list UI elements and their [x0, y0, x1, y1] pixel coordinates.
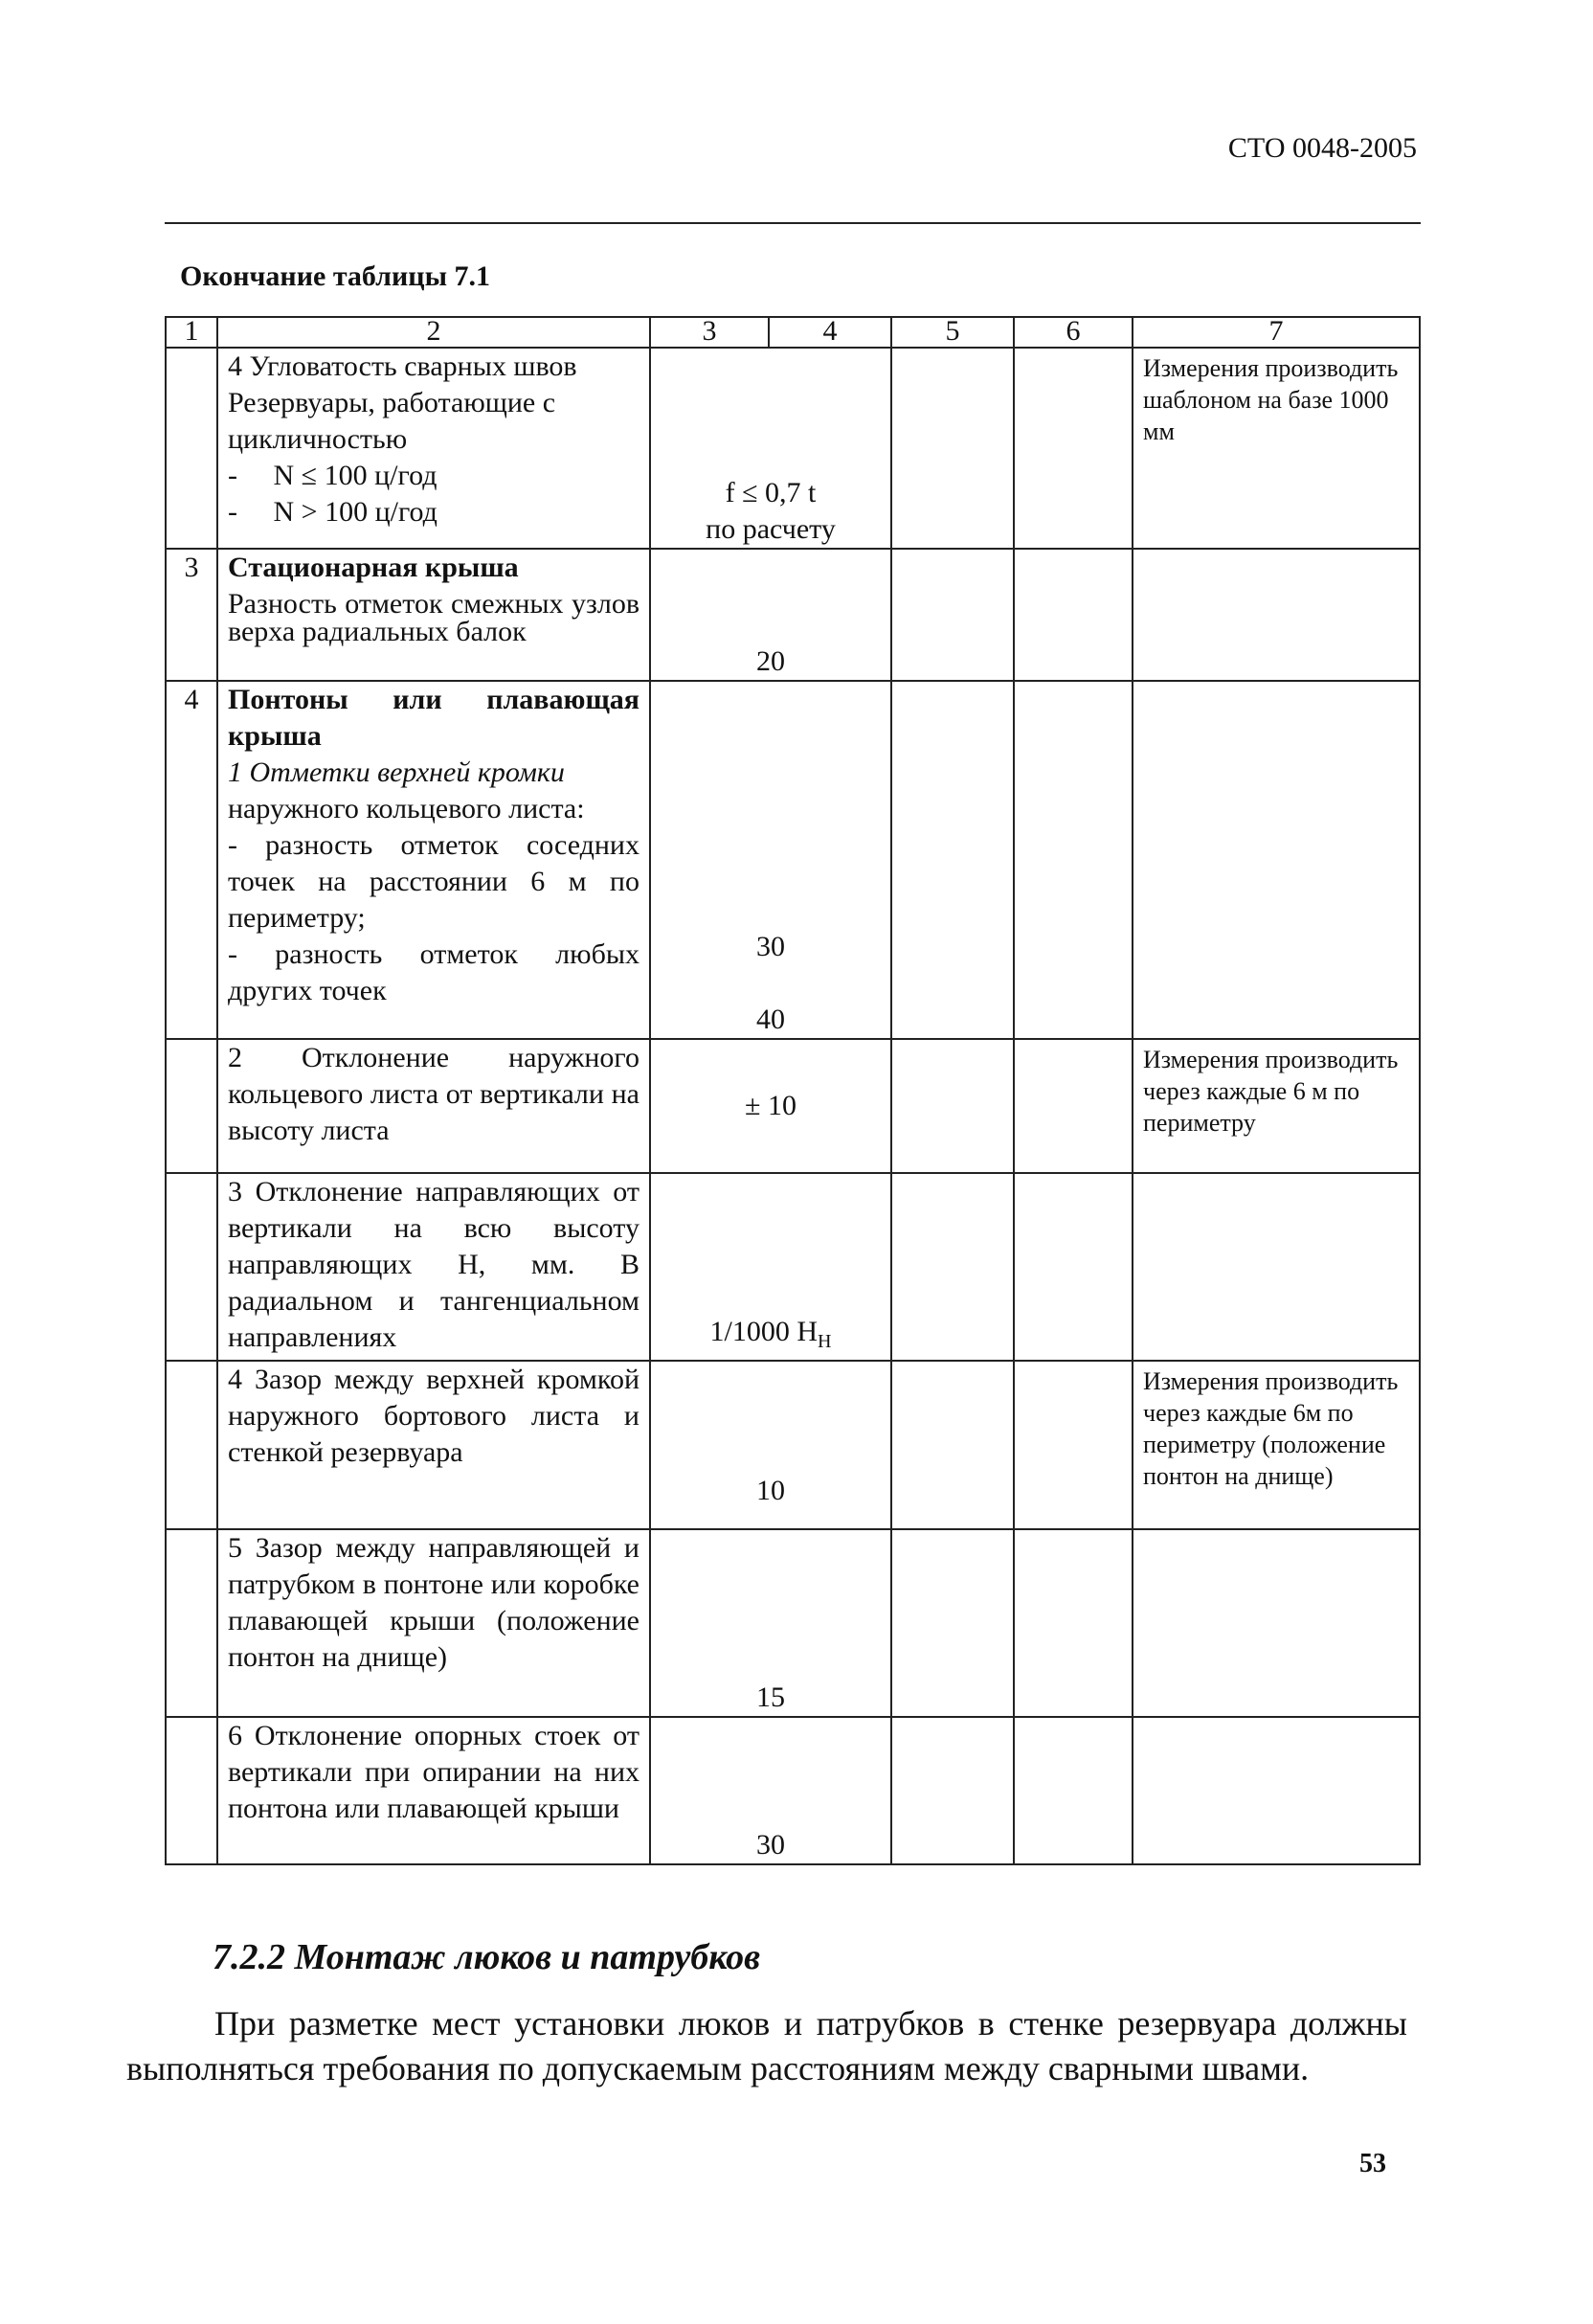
row-text: Разность отметок смежных узлов верха радиальных балок — [228, 588, 639, 647]
value-line: 30 — [756, 931, 785, 962]
col-number: 5 — [891, 317, 1014, 348]
table-header-row — [166, 317, 1420, 348]
row-number: 3 — [166, 549, 217, 681]
tolerance-value — [650, 1173, 891, 1361]
row-number — [166, 1529, 217, 1717]
value-line: по расчету — [706, 513, 836, 545]
empty-cell — [1133, 1717, 1420, 1864]
tolerance-value: 10 — [650, 1361, 891, 1529]
row-subtitle: 1 Отметки верхней кромки — [228, 756, 565, 788]
tolerance-value: 15 — [650, 1529, 891, 1717]
row-number: 4 — [166, 681, 217, 1039]
row-description: 4 Зазор между верхней кромкой наружного бортового листа и стенкой резервуара — [217, 1361, 650, 1529]
row-description: 6 Отклонение опорных стоек от вертикали при опирании на них понтона или плавающей крыши — [217, 1717, 650, 1864]
value-text: 1/1000 H — [709, 1316, 819, 1347]
row-number — [166, 348, 217, 549]
row-number — [166, 1361, 217, 1529]
empty-cell — [891, 348, 1014, 549]
table-row — [166, 681, 1420, 1039]
empty-cell — [1014, 1717, 1133, 1864]
header-rule — [165, 222, 1421, 224]
row-note: Измерения производить через каждые 6м по периметру (положение понтон на днище) — [1133, 1361, 1420, 1529]
empty-cell — [1014, 348, 1133, 549]
empty-cell — [891, 1173, 1014, 1361]
empty-cell — [891, 549, 1014, 681]
col-number: 4 — [769, 317, 891, 348]
value-line: f ≤ 0,7 t — [725, 477, 817, 508]
row-description — [217, 681, 650, 1039]
table-row — [166, 348, 1420, 549]
table-caption: Окончание таблицы 7.1 — [180, 260, 490, 292]
line: Резервуары, работающие с — [228, 387, 556, 418]
line: - N ≤ 100 ц/год — [228, 460, 438, 491]
table-row — [166, 1717, 1420, 1864]
table-row — [166, 1529, 1420, 1717]
row-number — [166, 1039, 217, 1173]
empty-cell — [1014, 1173, 1133, 1361]
table-row — [166, 1173, 1420, 1361]
col-number: 2 — [217, 317, 650, 348]
row-description: 5 Зазор между направляющей и патрубком в понтоне или коробке плавающей крыши (положение понтон на днище) — [217, 1529, 650, 1717]
row-number — [166, 1717, 217, 1864]
table-row — [166, 549, 1420, 681]
table-row — [166, 1361, 1420, 1529]
tolerance-value — [650, 681, 891, 1039]
line: - N > 100 ц/год — [228, 496, 438, 528]
empty-cell — [1133, 1529, 1420, 1717]
tolerance-value: 30 — [650, 1717, 891, 1864]
row-description — [217, 549, 650, 681]
empty-cell — [1133, 1173, 1420, 1361]
col-number: 6 — [1014, 317, 1133, 348]
page-number: 53 — [1359, 2149, 1386, 2178]
empty-cell — [1014, 549, 1133, 681]
empty-cell — [1133, 549, 1420, 681]
empty-cell — [891, 1039, 1014, 1173]
col-number: 7 — [1133, 317, 1420, 348]
row-note: Измерения производить через каждые 6 м по периметру — [1133, 1039, 1420, 1173]
line: - разность отметок соседних точек на расстоянии 6 м по периметру; — [228, 829, 639, 934]
line: цикличностью — [228, 423, 408, 455]
empty-cell — [1014, 1529, 1133, 1717]
empty-cell — [1014, 681, 1133, 1039]
tolerance-value — [650, 348, 891, 549]
empty-cell — [891, 1717, 1014, 1864]
line: - разность отметок любых других точек — [228, 938, 639, 1006]
empty-cell — [891, 1361, 1014, 1529]
row-note: Измерения производить шаблоном на базе 1000 мм — [1133, 348, 1420, 549]
empty-cell — [1133, 681, 1420, 1039]
col-number: 1 — [166, 317, 217, 348]
row-description: 3 Отклонение направляющих от вертикали на всю высоту направляющих H, мм. В радиальном и тангенциальном направлениях — [217, 1173, 650, 1361]
document-code: СТО 0048-2005 — [1227, 132, 1417, 164]
tolerance-value: ± 10 — [650, 1039, 891, 1173]
empty-cell — [891, 1529, 1014, 1717]
col-number: 3 — [650, 317, 769, 348]
row-number — [166, 1173, 217, 1361]
value-line: 40 — [756, 1004, 785, 1035]
value-subscript: H — [818, 1331, 832, 1352]
tolerance-table — [165, 316, 1421, 1865]
empty-cell — [1014, 1361, 1133, 1529]
section-title: 7.2.2 Монтаж люков и патрубков — [213, 1937, 761, 1977]
value-spacer — [661, 965, 881, 1002]
empty-cell — [1014, 1039, 1133, 1173]
table-row — [166, 1039, 1420, 1173]
row-description — [217, 348, 650, 549]
line: 4 Угловатость сварных швов — [228, 350, 577, 382]
empty-cell — [891, 681, 1014, 1039]
tolerance-value: 20 — [650, 549, 891, 681]
row-description: 2 Отклонение наружного кольцевого листа от вертикали на высоту листа — [217, 1039, 650, 1173]
row-title: Стационарная крыша — [228, 552, 519, 583]
body-paragraph: При разметке мест установки люков и патрубков в стенке резервуара должны выполняться требования по допускаемым расстояниям между сварными швами. — [126, 2004, 1407, 2087]
row-title: Понтоны или плавающая крыша — [228, 684, 639, 752]
line: наружного кольцевого листа: — [228, 793, 585, 824]
